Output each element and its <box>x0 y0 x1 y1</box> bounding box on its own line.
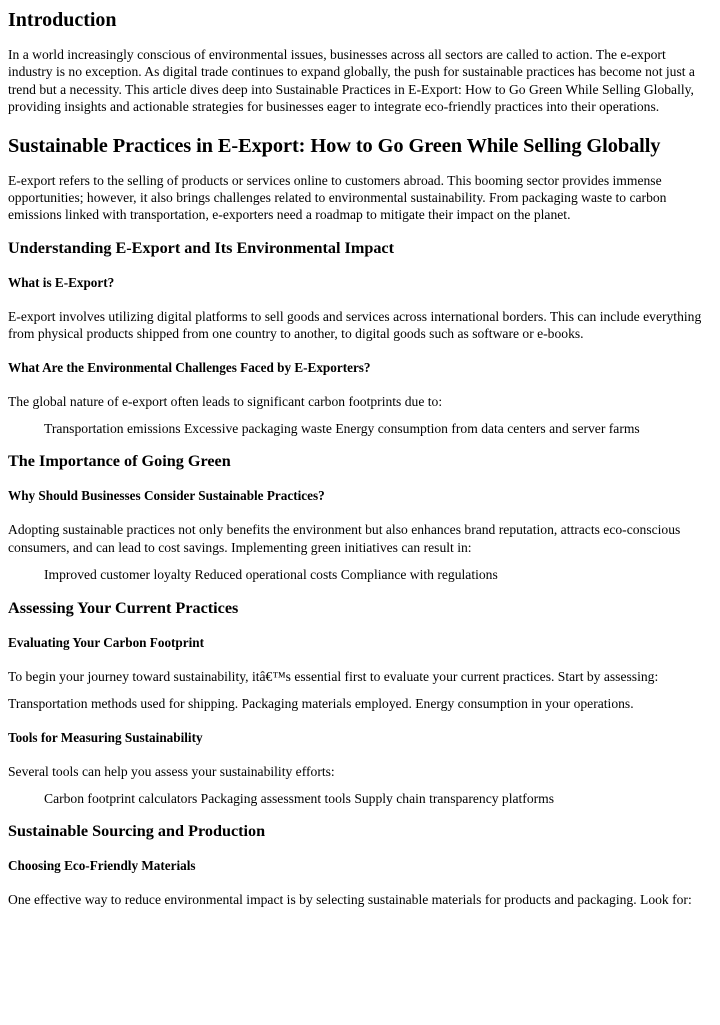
assessing-heading: Assessing Your Current Practices <box>8 598 239 617</box>
materials-heading: Choosing Eco-Friendly Materials <box>8 858 196 874</box>
introduction-heading: Introduction <box>8 9 117 31</box>
assessment-list: Transportation methods used for shipping. Packaging materials employed. Energy consumption in your operations. <box>8 696 634 712</box>
article-title: Sustainable Practices in E-Export: How to Go Green While Selling Globally <box>8 134 661 157</box>
challenges-list: Transportation emissions Excessive packaging waste Energy consumption from data centers and server farms <box>44 421 640 437</box>
why-sustainable-heading: Why Should Businesses Consider Sustainable Practices? <box>8 488 325 504</box>
tools-list: Carbon footprint calculators Packaging assessment tools Supply chain transparency platforms <box>44 790 555 806</box>
e-export-overview-paragraph: E-export refers to the selling of products or services online to customers abroad. This booming sector provides immense opportunities; however, it also brings challenges related to environmental sustainability. From packaging waste to carbon emissions linked with transportation, e-exporters need a roadmap to mitigate their impact on the planet. <box>8 172 667 223</box>
carbon-footprint-heading: Evaluating Your Carbon Footprint <box>8 634 205 650</box>
article <box>0 8 720 909</box>
tools-paragraph: Several tools can help you assess your sustainability efforts: <box>8 763 335 779</box>
challenges-paragraph: The global nature of e-export often leads to significant carbon footprints due to: <box>8 393 443 409</box>
materials-paragraph: One effective way to reduce environmental impact is by selecting sustainable materials for products and packaging. Look for: <box>8 892 692 908</box>
tools-heading: Tools for Measuring Sustainability <box>8 729 203 745</box>
challenges-heading: What Are the Environmental Challenges Faced by E-Exporters? <box>8 359 371 375</box>
benefits-list: Improved customer loyalty Reduced operational costs Compliance with regulations <box>44 567 498 583</box>
sourcing-heading: Sustainable Sourcing and Production <box>8 822 266 841</box>
carbon-footprint-paragraph: To begin your journey toward sustainability, itâ€™s essential first to evaluate your current practices. Start by assessing: <box>8 668 659 684</box>
why-sustainable-paragraph: Adopting sustainable practices not only benefits the environment but also enhances brand reputation, attracts eco-conscious consumers, and can lead to cost savings. Implementing green initiatives can result in: <box>8 522 681 555</box>
introduction-paragraph: In a world increasingly conscious of environmental issues, businesses across all sectors are called to action. The e-export industry is no exception. As digital trade continues to expand globally, the push for sustainable practices has become not just a trend but a necessity. This article dives deep into Sustainable Practices in E-Export: How to Go Green While Selling Globally, providing insights and actionable strategies for businesses eager to integrate eco-friendly practices into their operations. <box>8 47 695 115</box>
understanding-heading: Understanding E-Export and Its Environmental Impact <box>8 238 395 257</box>
what-is-e-export-paragraph: E-export involves utilizing digital platforms to sell goods and services across international borders. This can include everything from physical products shipped from one country to another, to digital goods such as software or e-books. <box>8 308 702 342</box>
what-is-e-export-heading: What is E-Export? <box>8 274 115 290</box>
importance-heading: The Importance of Going Green <box>8 452 231 471</box>
